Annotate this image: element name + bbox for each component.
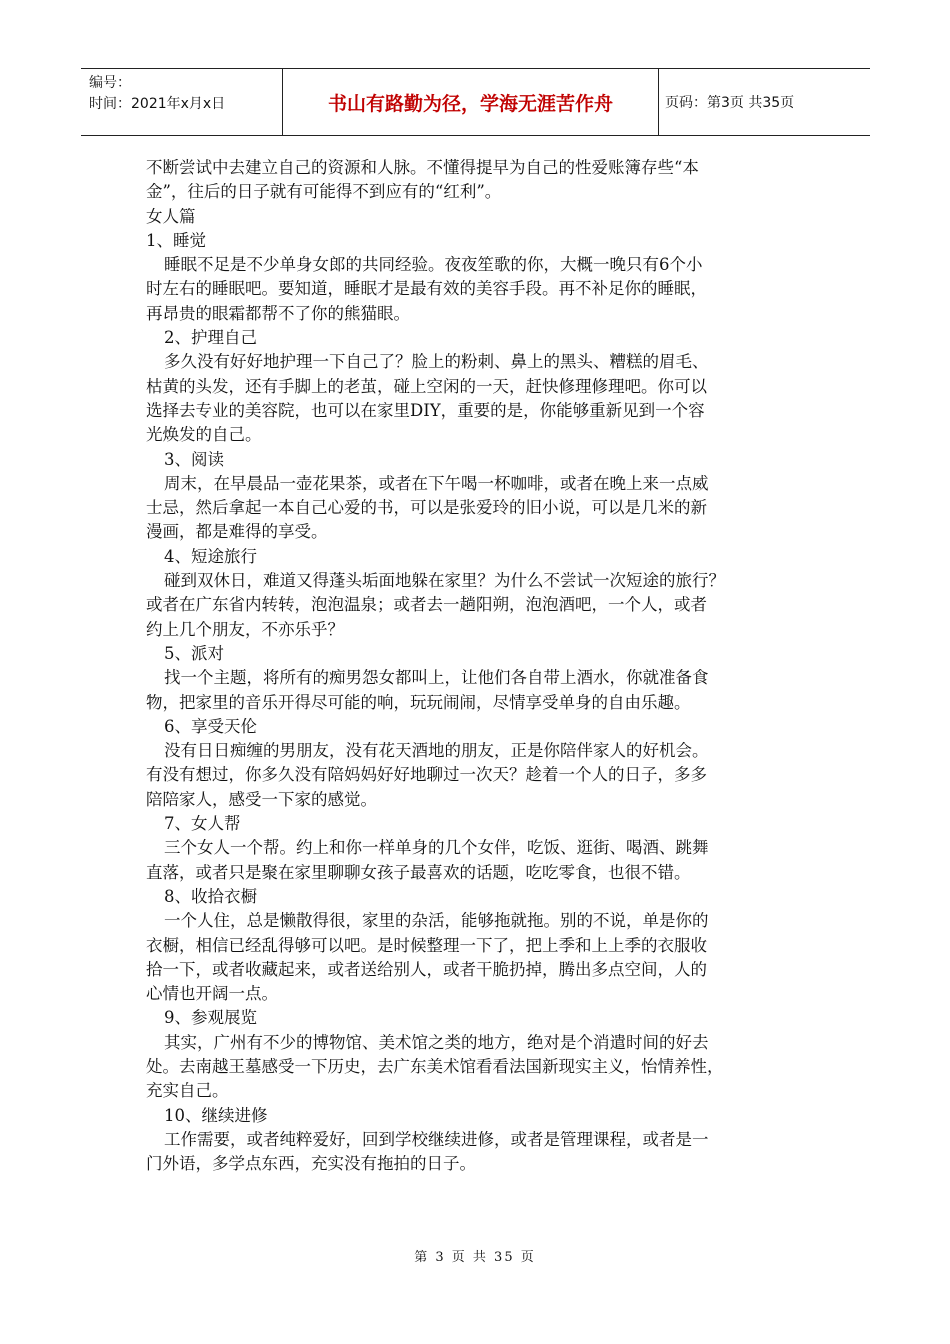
- body-line: 心情也开阔一点。: [146, 984, 278, 1004]
- header-meta: [81, 69, 283, 135]
- document-number-label: 编号：: [89, 75, 131, 91]
- item-heading: 9、参观展览: [164, 1008, 257, 1028]
- body-line: 衣橱，相信已经乱得够可以吧。是时候整理一下了，把上季和上上季的衣服收: [146, 935, 707, 955]
- item-heading: 7、女人帮: [164, 814, 241, 834]
- body-line: 没有日日痴缠的男朋友，没有花天酒地的朋友，正是你陪伴家人的好机会。: [164, 741, 709, 761]
- header-motto: 书山有路勤为径，学海无涯苦作舟: [283, 69, 659, 135]
- body-line: 陪陪家人，感受一下家的感觉。: [146, 789, 377, 809]
- body-line: 工作需要，或者纯粹爱好，回到学校继续进修，或者是管理课程，或者是一: [164, 1129, 709, 1149]
- body-line: 拾一下，或者收藏起来，或者送给别人，或者干脆扔掉，腾出多点空间，人的: [146, 959, 707, 979]
- body-line: 三个女人一个帮。约上和你一样单身的几个女伴，吃饭、逛街、喝酒、跳舞: [164, 838, 709, 858]
- body-line: 不断尝试中去建立自己的资源和人脉。不懂得提早为自己的性爱账簿存些“本: [146, 158, 699, 177]
- item-heading: 5、派对: [164, 643, 224, 663]
- item-heading: 10、继续进修: [164, 1105, 268, 1125]
- body-line: 约上几个朋友，不亦乐乎？: [146, 619, 344, 639]
- header-page-info: 页码：第3页 共35页: [665, 95, 795, 111]
- body-line: 充实自己。: [146, 1081, 229, 1101]
- body-line: 直落，或者只是聚在家里聊聊女孩子最喜欢的话题，吃吃零食，也很不错。: [146, 862, 691, 882]
- body-line: 门外语，多学点东西，充实没有拖拍的日子。: [146, 1154, 476, 1174]
- body-line: 士忌，然后拿起一本自己心爱的书，可以是张爱玲的旧小说，可以是几米的新: [146, 498, 707, 518]
- body-line: 漫画，都是难得的享受。: [146, 522, 328, 542]
- body-line: 处。去南越王墓感受一下历史，去广东美术馆看看法国新现实主义，怡情养性，: [146, 1056, 724, 1076]
- body-line: 睡眠不足是不少单身女郎的共同经验。夜夜笙歌的你，大概一晚只有6个小: [164, 255, 703, 275]
- body-line: 枯黄的头发，还有手脚上的老茧，碰上空闲的一天，赶快修理修理吧。你可以: [146, 376, 707, 396]
- body-line: 一个人住，总是懒散得很，家里的杂活，能够拖就拖。别的不说，单是你的: [164, 911, 709, 931]
- body-line: 光焕发的自己。: [146, 425, 262, 445]
- body-line: 或者在广东省内转转，泡泡温泉；或者去一趟阳朔，泡泡酒吧，一个人，或者: [146, 595, 707, 615]
- body-line: 有没有想过，你多久没有陪妈妈好好地聊过一次天？趁着一个人的日子，多多: [146, 765, 707, 785]
- page-header: [81, 68, 870, 136]
- item-heading: 1、睡觉: [146, 230, 206, 250]
- body-line: 再昂贵的眼霜都帮不了你的熊猫眼。: [146, 303, 410, 323]
- document-body: [146, 156, 806, 1176]
- body-line: 金”，往后的日子就有可能得不到应有的“红利”。: [146, 182, 502, 202]
- document-date: 时间：2021年x月x日: [89, 96, 226, 112]
- body-line: 其实，广州有不少的博物馆、美术馆之类的地方，绝对是个消遣时间的好去: [164, 1032, 709, 1052]
- item-heading: 8、收拾衣橱: [164, 886, 257, 906]
- body-line: 物，把家里的音乐开得尽可能的响，玩玩闹闹，尽情享受单身的自由乐趣。: [146, 692, 691, 712]
- body-line: 周末，在早晨品一壶花果茶，或者在下午喝一杯咖啡，或者在晚上来一点威: [164, 473, 709, 493]
- body-line: 多久没有好好地护理一下自己了？脸上的粉刺、鼻上的黑头、糟糕的眉毛、: [164, 352, 709, 372]
- section-title: 女人篇: [146, 206, 196, 226]
- body-line: 找一个主题，将所有的痴男怨女都叫上，让他们各自带上酒水，你就准备食: [164, 668, 709, 688]
- item-heading: 3、阅读: [164, 449, 224, 469]
- item-heading: 4、短途旅行: [164, 546, 257, 566]
- body-line: 时左右的睡眠吧。要知道，睡眠才是最有效的美容手段。再不补足你的睡眠，: [146, 279, 707, 299]
- item-heading: 6、享受天伦: [164, 716, 257, 736]
- body-line: 选择去专业的美容院，也可以在家里DIY，重要的是，你能够重新见到一个容: [146, 400, 705, 420]
- body-line: 碰到双休日，难道又得蓬头垢面地躲在家里？为什么不尝试一次短途的旅行？: [164, 571, 725, 591]
- page-footer: 第 3 页 共 35 页: [414, 1250, 536, 1265]
- item-heading: 2、护理自己: [164, 328, 257, 348]
